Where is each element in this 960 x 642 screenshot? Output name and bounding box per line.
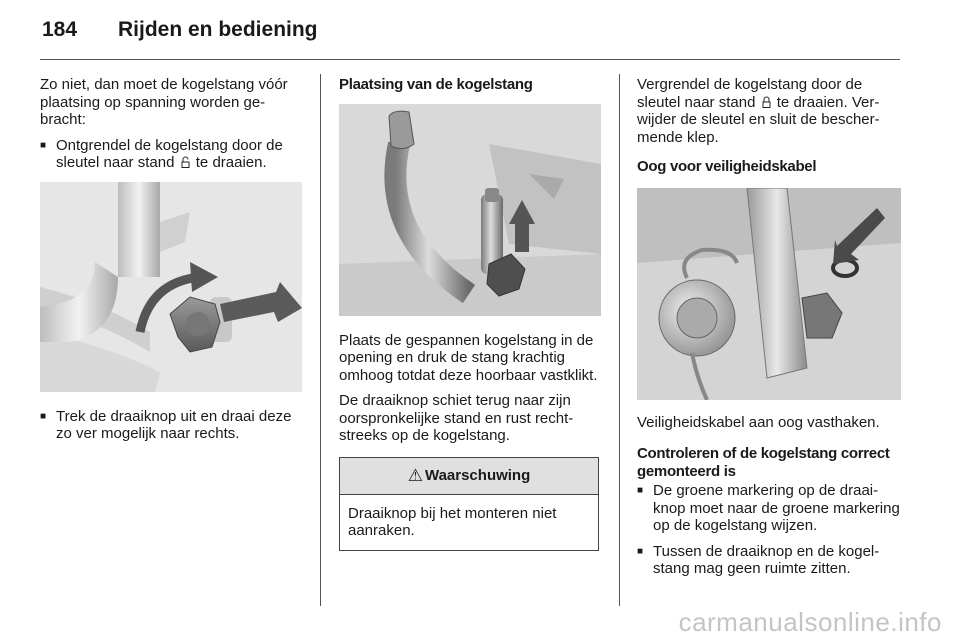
caption: Veiligheidskabel aan oog vasthaken. <box>637 413 880 431</box>
bullet-text: De groene markering op de draaiknop moet naar de groene markering op de kogelstang wijzen. <box>653 482 900 534</box>
bullet-text: Ontgrendel de kogelstang door de sleutel naar stand <box>56 136 283 171</box>
column-divider-1 <box>320 74 321 606</box>
safety-cable-eye-illustration <box>637 188 901 400</box>
list-item <box>637 543 901 578</box>
warning-title: Waarschuwing <box>424 466 531 484</box>
warning-text: Draaiknop bij het monteren niet aanraken. <box>348 504 557 539</box>
watermark: carmanualsonline.info <box>678 607 942 637</box>
bullet-square-icon: ■ <box>40 410 47 422</box>
chapter-title: Rijden en bediening <box>118 18 318 41</box>
warning-header <box>340 458 598 495</box>
bullet-text: Tussen de draaiknop en de kogelstang mag geen ruimte zitten. <box>653 542 880 577</box>
column-1 <box>40 76 304 451</box>
list-item <box>40 408 304 443</box>
section-heading: Plaatsing van de kogelstang <box>339 76 533 93</box>
header-rule <box>40 59 900 60</box>
paragraph: De draaiknop schiet terug naar zijn oorspronkelijke stand en rust rechtstreeks op de kogelstang. <box>339 392 574 444</box>
column-3 <box>637 76 901 586</box>
intro-paragraph: Zo niet, dan moet de kogelstang vóór plaatsing op spanning worden gebracht: <box>40 76 288 128</box>
bullet-text: Trek de draaiknop uit en draai deze zo ver mogelijk naar rechts. <box>56 407 292 442</box>
ball-bar-insertion-illustration <box>339 104 601 316</box>
bullet-square-icon: ■ <box>637 485 644 496</box>
warning-box <box>339 457 599 551</box>
paragraph-text: te draaien. Verwijder de sleutel en sluit de beschermende klep. <box>637 93 880 146</box>
section-heading: Oog voor veiligheidskabel <box>637 158 817 175</box>
unlocked-icon <box>181 156 190 168</box>
list-item <box>40 137 304 172</box>
bullet-square-icon: ■ <box>637 545 644 557</box>
paragraph-text: Vergrendel de kogelstang door de sleutel naar stand <box>637 76 863 111</box>
list-item <box>637 482 901 535</box>
column-2 <box>339 76 601 551</box>
paragraph <box>637 76 901 146</box>
bullet-square-icon: ■ <box>40 139 47 151</box>
warning-triangle-icon: ⚠ <box>407 465 423 485</box>
bullet-text: te draaien. <box>195 154 267 171</box>
knob-unlock-illustration <box>40 182 302 392</box>
locked-icon <box>762 96 771 108</box>
page-number: 184 <box>42 18 78 41</box>
section-heading: Controleren of de kogelstang correct gemonteerd is <box>637 445 890 480</box>
page-header <box>42 18 318 52</box>
column-divider-2 <box>619 74 620 606</box>
paragraph: Plaats de gespannen kogelstang in de opening en druk de stang krachtig omhoog totdat deze hoorbaar vastklikt. <box>339 331 598 384</box>
